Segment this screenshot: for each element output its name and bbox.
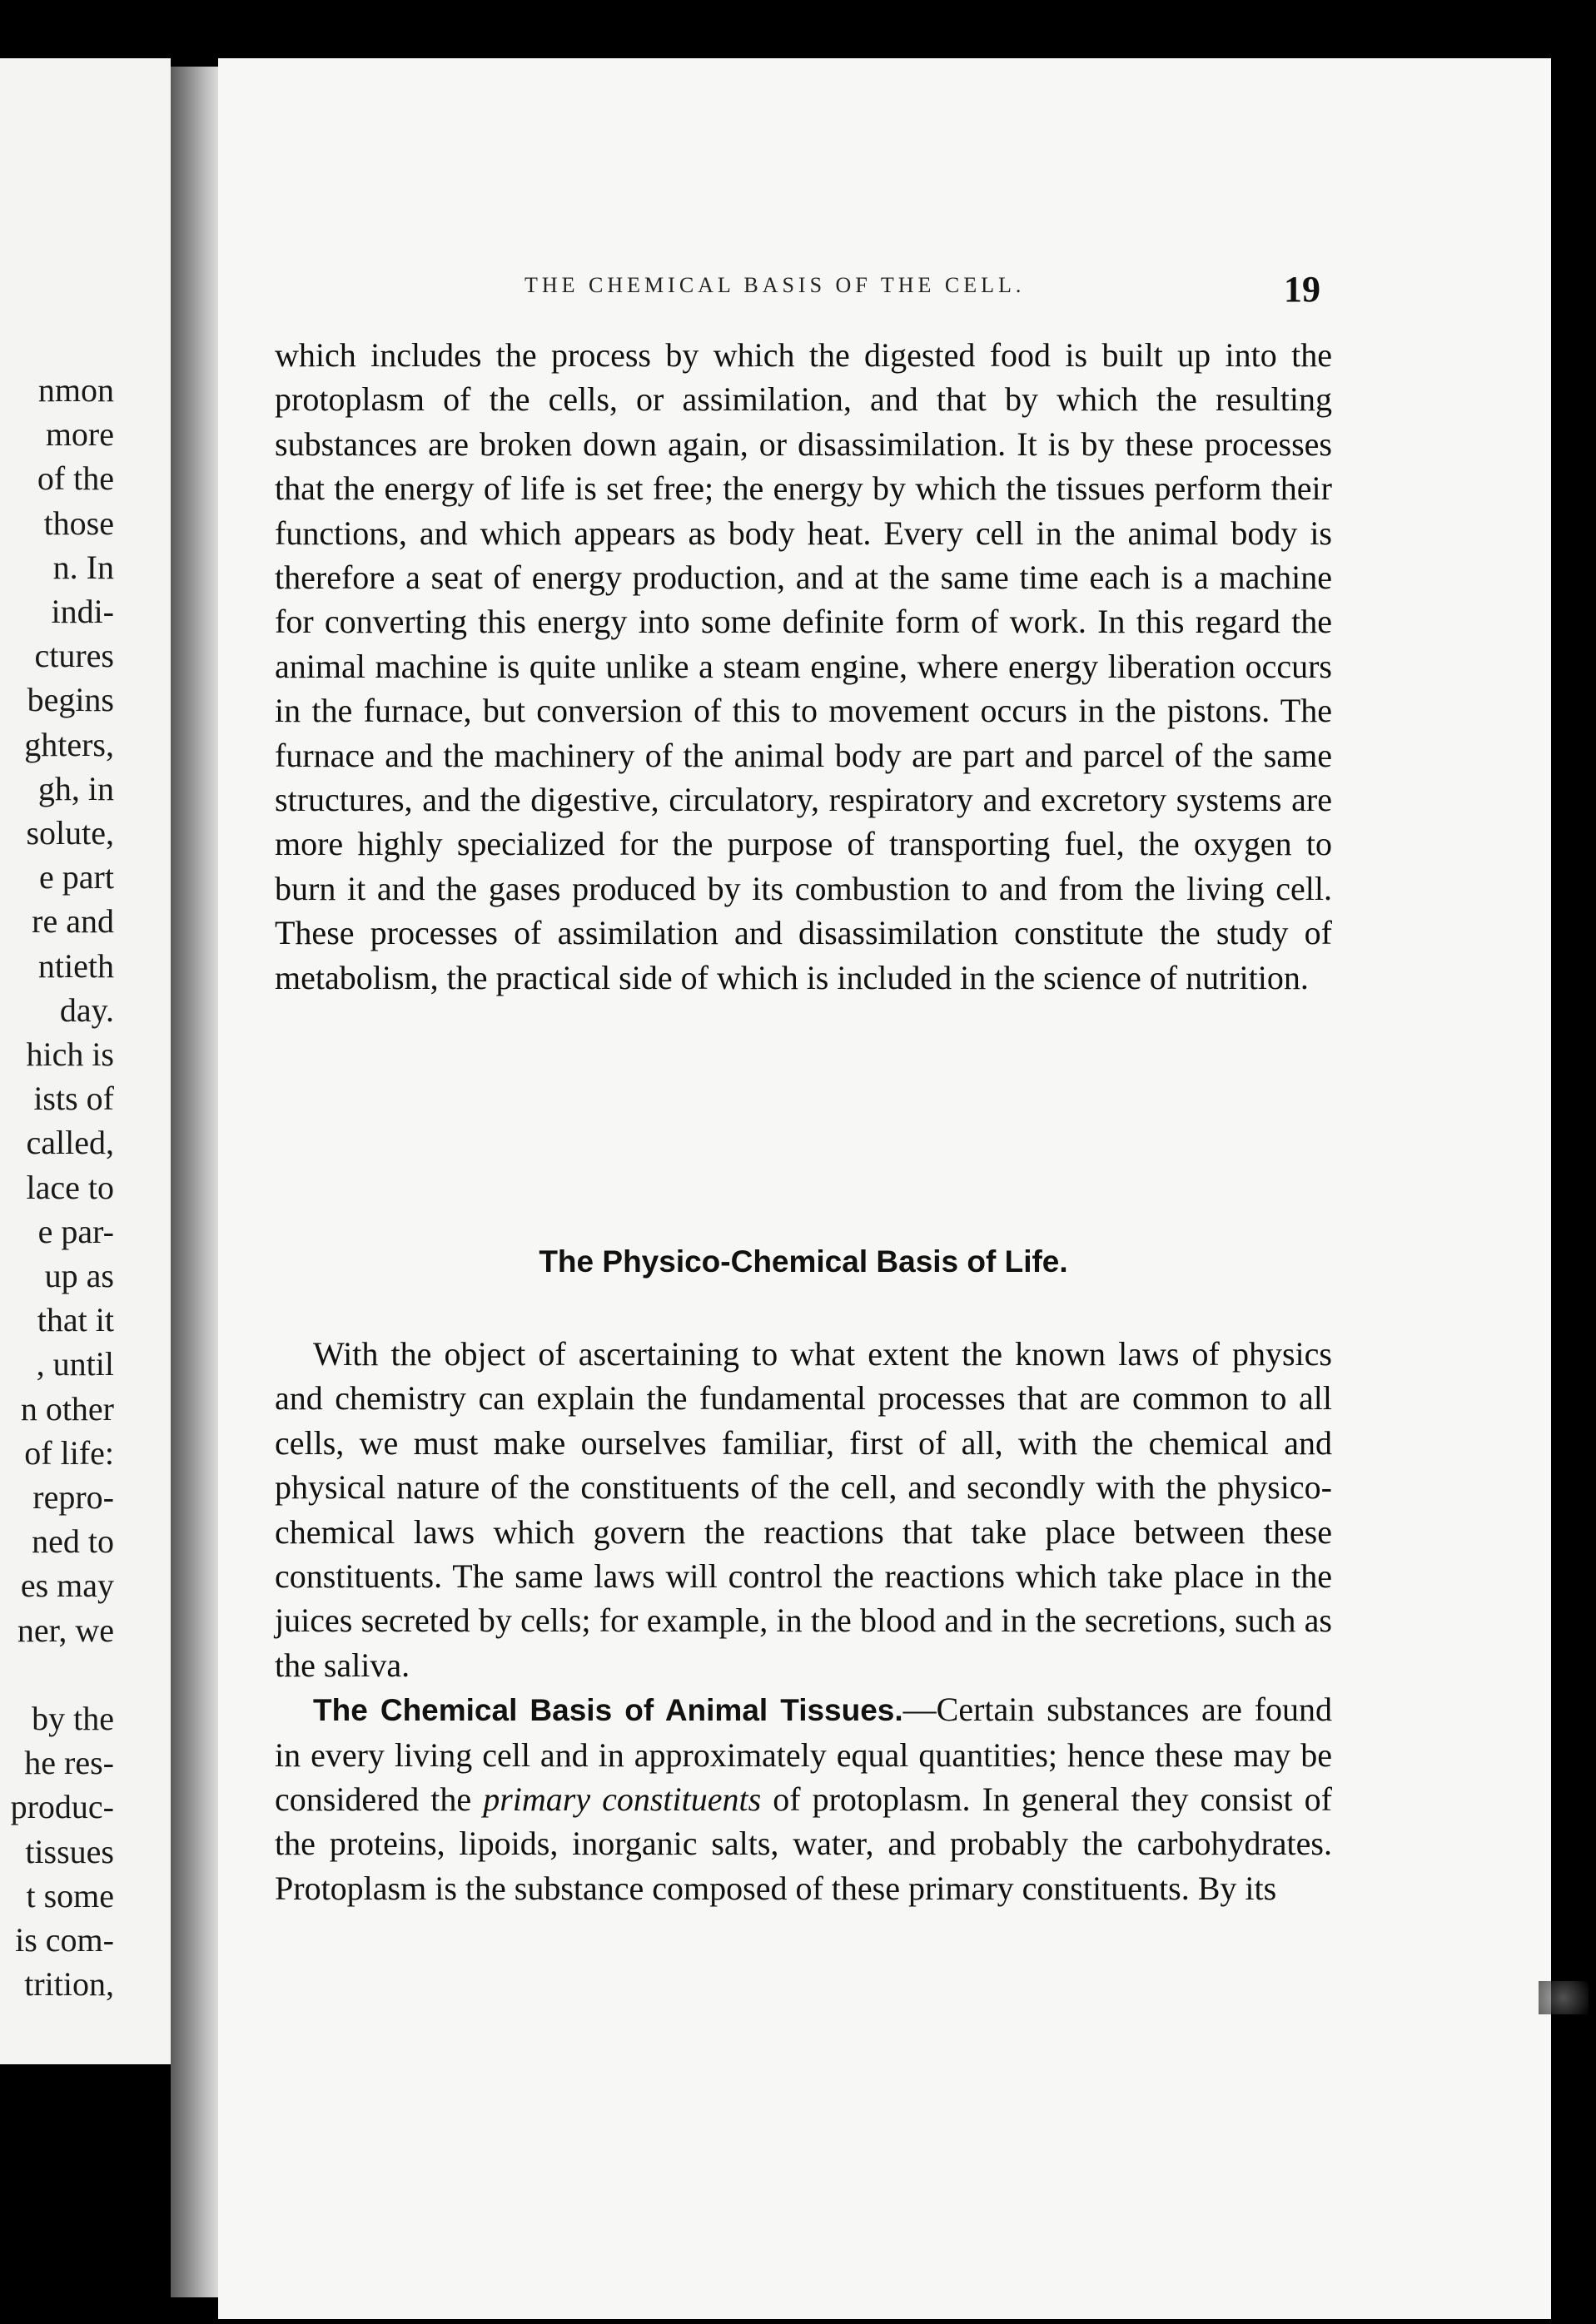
adjacent-page-line: that it [37,1301,114,1339]
adjacent-page-line: begins [27,681,114,719]
adjacent-page-line: ghters, [24,725,114,763]
paragraph-3-italic: primary constituents [483,1780,762,1819]
adjacent-page-line: , until [36,1345,114,1383]
paragraph-1: which includes the process by which the digested food is built up into the protoplasm of the cells, or assimilation, and that by which the resulting substances are broken down again, or disassimilation. It is by these processes that the energy of life is set free; the energy by which the tissues perform their functions, and which appears as body heat. Every cell in the animal body is therefore a seat of energy production, and at the same time each is a machine for converting this energy into some definite form of work. In this regard the animal machine is quite unlike a steam engine, where energy liberation occurs in the furnace, but conversion of this to movement occurs in the pistons. The furnace and the machinery of the animal body are part and parcel of the same structures, and the digestive, circulatory, respiratory and excretory systems are more highly specialized for the purpose of transporting fuel, the oxygen to burn it and the gases produced by its combustion to and from the living cell. These processes of assimilation and disassimilation constitute the study of metabolism, the practical side of which is included in the science of nutrition. [275,336,1332,996]
adjacent-page-line: ntieth [37,946,114,985]
paragraph-continued [275,333,1332,1000]
adjacent-page-line: gh, in [37,769,114,807]
adjacent-page-line: those [43,504,114,542]
adjacent-page-line: of the [37,459,114,498]
adjacent-page-line: indi- [51,593,114,630]
adjacent-page-line: e par- [37,1212,114,1250]
adjacent-page-line: up as [44,1257,114,1294]
adjacent-page-fragment [0,58,171,2064]
paragraph-3-text-a: —Certain substances are found in every living cell and in approximately equal quantities; hence these may be considered the [275,1691,1332,1819]
adjacent-page-line: produc- [10,1788,114,1826]
adjacent-page-line: trition, [24,1965,114,2004]
adjacent-page-line: e part [39,858,114,896]
adjacent-page-line: repro- [32,1478,114,1516]
adjacent-page-line: es may [20,1567,114,1605]
adjacent-page-line: hich is [26,1035,114,1073]
adjacent-page-line: n. In [52,548,114,586]
paragraph-3 [275,1687,1332,1910]
section-heading: The Physico-Chemical Basis of Life. [539,1244,1068,1279]
adjacent-page-line: more [45,415,114,454]
adjacent-page-line: lace to [26,1168,114,1206]
adjacent-page-line: ner, we [17,1611,114,1649]
book-gutter-shadow [171,67,221,2297]
page-number: 19 [1284,269,1320,310]
adjacent-page-line: is com- [15,1921,114,1959]
adjacent-page-line: tissues [25,1832,114,1870]
adjacent-page-line: ctures [34,637,114,675]
adjacent-page-line: nmon [37,371,114,409]
adjacent-page-line: ists of [33,1080,114,1118]
adjacent-page-line: by the [32,1700,114,1737]
paragraph-2: With the object of ascertaining to what extent the known laws of physics and chemistry can explain the fundamental processes that are common to all cells, we must make ourselves familiar, first of all, with the chemical and physical nature of the constituents of the cell, and secondly with the physico-chemical laws which govern the reactions that take place between these constituents. The same laws will control the reactions which take place in the juices secreted by cells; for example, in the blood and in the secretions, such as the saliva. [275,1335,1332,1684]
book-page [218,58,1551,2319]
adjacent-page-line: called, [26,1124,114,1162]
adjacent-page-line: he res- [24,1744,114,1782]
running-head: THE CHEMICAL BASIS OF THE CELL. [525,273,1026,297]
paragraph-3-lead: The Chemical Basis of Animal Tissues. [313,1693,903,1728]
adjacent-page-line: day. [59,991,114,1029]
paragraph-3-text-b: of protoplasm. In general they consist of the proteins, lipoids, inorganic salts, water, and probably the carbohydrates. Protoplasm is the substance composed of these primary constituents. By its [275,1780,1332,1907]
adjacent-page-line: solute, [26,814,114,852]
adjacent-page-line: n other [20,1389,114,1428]
paragraph-block-2 [275,1332,1332,1910]
adjacent-page-line: ned to [32,1522,114,1561]
adjacent-page-line: of life: [24,1433,114,1472]
adjacent-page-line: re and [32,902,114,941]
adjacent-page-line: t some [26,1876,114,1914]
scan-artifact [1539,1981,1589,2014]
